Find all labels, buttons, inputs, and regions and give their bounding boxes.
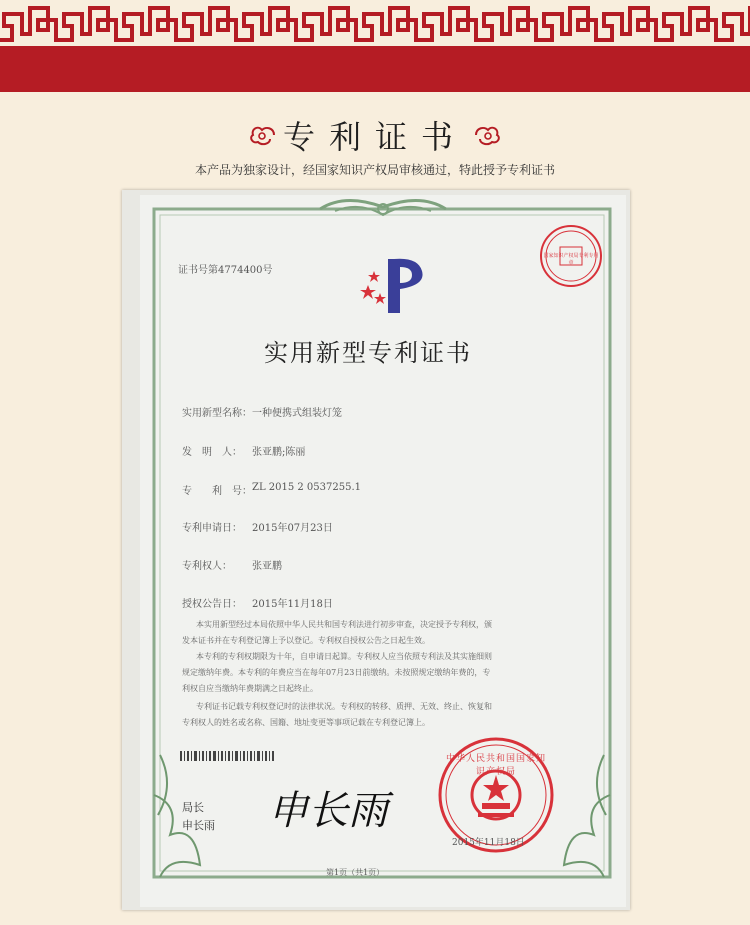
director-label: 局长	[182, 801, 204, 814]
cloud-ornament-left-icon	[248, 123, 278, 147]
certificate-content	[140, 195, 626, 907]
director-signature: 申长雨	[268, 788, 388, 834]
field-value: 一种便携式组装灯笼	[252, 408, 342, 419]
field-label: 实用新型名称：	[182, 408, 252, 419]
certificate-number: 证书号第4774400号	[178, 265, 273, 276]
page-subtitle: 本产品为独家设计，经国家知识产权局审核通过，特此授予专利证书	[194, 163, 555, 177]
field-value: 2015年07月23日	[252, 523, 333, 534]
official-seal-text: 中华人民共和国国家知识产权局	[445, 754, 546, 777]
body-line: 本实用新型经过本局依照中华人民共和国专利法进行初步审查，决定授予专利权，颁	[196, 620, 492, 629]
field-label: 专 利 号：	[182, 486, 252, 497]
field-label: 专利权人：	[182, 561, 232, 572]
body-line: 发本证书并在专利登记簿上予以登记。专利权自授权公告之日起生效。	[182, 636, 430, 645]
field-label: 发 明 人：	[182, 447, 242, 458]
field-value: ZL 2015 2 0537255.1	[252, 482, 362, 493]
page-title: 专利证书	[282, 118, 467, 156]
field-value: 张亚鹏	[252, 561, 282, 572]
certificate-title: 实用新型专利证书	[264, 339, 472, 367]
body-line: 专利证书记载专利权登记时的法律状况。专利权的转移、质押、无效、终止、恢复和	[196, 702, 492, 711]
body-line: 规定缴纳年费。本专利的年费应当在每年07月23日前缴纳。未按照规定缴纳年费的，专	[182, 668, 491, 677]
field-label: 授权公告日：	[182, 599, 242, 610]
body-line: 本专利的专利权期限为十年，自申请日起算。专利权人应当依照专利法及其实施细则	[196, 652, 492, 661]
field-value: 2015年11月18日	[252, 599, 333, 610]
cloud-ornament-right-icon	[472, 123, 502, 147]
patent-logo-icon	[350, 255, 430, 315]
body-line: 专利权人的姓名或名称、国籍、地址变更等事项记载在专利登记簿上。	[182, 718, 430, 727]
field-value: 张亚鹏;陈丽	[252, 447, 306, 458]
body-line: 利权自应当缴纳年费期满之日起终止。	[182, 684, 318, 693]
field-label: 专利申请日：	[182, 523, 242, 534]
stamp-date: 2015年11月18日	[452, 838, 525, 848]
director-name: 申长雨	[182, 819, 215, 832]
page-footer: 第1页（共1页）	[326, 868, 385, 877]
small-seal-text: 国家知识产权局专利专用章	[543, 253, 599, 266]
section-heading	[0, 112, 750, 158]
fretwork-border-icon	[0, 0, 750, 60]
